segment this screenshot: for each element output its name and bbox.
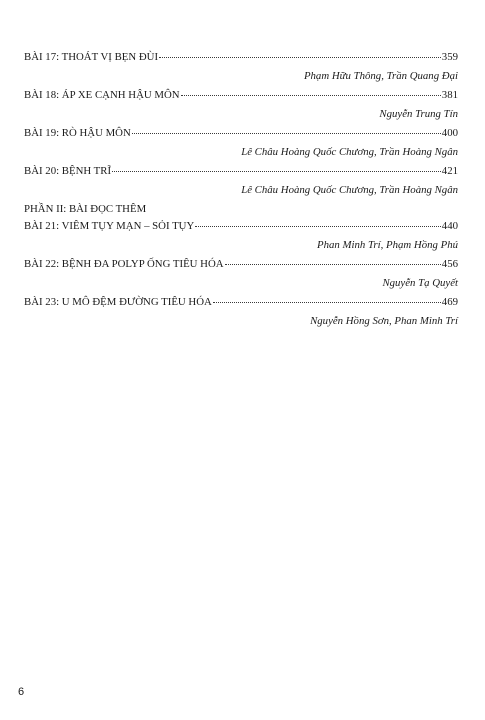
toc-entry-title: BÀI 21: VIÊM TỤY MẠN – SỎI TỤY bbox=[24, 220, 195, 232]
toc-entry-authors: Nguyễn Hồng Sơn, Phan Minh Trí bbox=[310, 315, 458, 327]
toc-entry-title: BÀI 17: THOÁT VỊ BẸN ĐÙI bbox=[24, 51, 159, 63]
toc-entry-page: 381 bbox=[441, 89, 458, 101]
toc-entry-page: 400 bbox=[441, 127, 458, 139]
toc-entry-authors: Nguyễn Trung Tín bbox=[379, 108, 458, 120]
toc-entry-title: BÀI 20: BỆNH TRĨ bbox=[24, 165, 112, 177]
dot-leader bbox=[225, 264, 441, 265]
toc-entry-page: 469 bbox=[441, 296, 458, 308]
section-heading: PHẦN II: BÀI ĐỌC THÊM bbox=[24, 203, 147, 215]
toc-entry-20 bbox=[24, 164, 458, 197]
dot-leader bbox=[181, 95, 441, 96]
page-number: 6 bbox=[18, 686, 25, 698]
dot-leader bbox=[112, 171, 441, 172]
toc-entry-title: BÀI 22: BỆNH ĐA POLYP ỐNG TIÊU HÓA bbox=[24, 258, 224, 270]
toc-entry-17 bbox=[24, 50, 458, 83]
toc-entry-title: BÀI 23: U MÔ ĐỆM ĐƯỜNG TIÊU HÓA bbox=[24, 296, 212, 308]
dot-leader bbox=[132, 133, 441, 134]
toc-entry-page: 440 bbox=[441, 220, 458, 232]
toc-entry-23 bbox=[24, 295, 458, 328]
toc-entry-authors: Phạm Hữu Thông, Trần Quang Đại bbox=[303, 70, 458, 82]
toc-entry-authors: Nguyễn Tạ Quyết bbox=[382, 277, 458, 289]
dot-leader bbox=[159, 57, 441, 58]
table-of-contents bbox=[24, 50, 458, 328]
toc-entry-authors: Lê Châu Hoàng Quốc Chương, Trần Hoàng Ngân bbox=[241, 146, 458, 158]
toc-entry-18 bbox=[24, 88, 458, 121]
toc-entry-authors: Lê Châu Hoàng Quốc Chương, Trần Hoàng Ngân bbox=[241, 184, 458, 196]
toc-entry-title: BÀI 19: RÒ HẬU MÔN bbox=[24, 127, 131, 139]
toc-entry-21 bbox=[24, 219, 458, 252]
dot-leader bbox=[213, 302, 441, 303]
toc-entry-19 bbox=[24, 126, 458, 159]
toc-entry-22 bbox=[24, 257, 458, 290]
toc-entry-page: 421 bbox=[441, 165, 458, 177]
toc-entry-page: 359 bbox=[441, 51, 458, 63]
toc-entry-authors: Phan Minh Trí, Phạm Hồng Phú bbox=[317, 239, 458, 251]
dot-leader bbox=[195, 226, 441, 227]
toc-entry-page: 456 bbox=[441, 258, 458, 270]
toc-entry-title: BÀI 18: ÁP XE CẠNH HẬU MÔN bbox=[24, 89, 180, 101]
